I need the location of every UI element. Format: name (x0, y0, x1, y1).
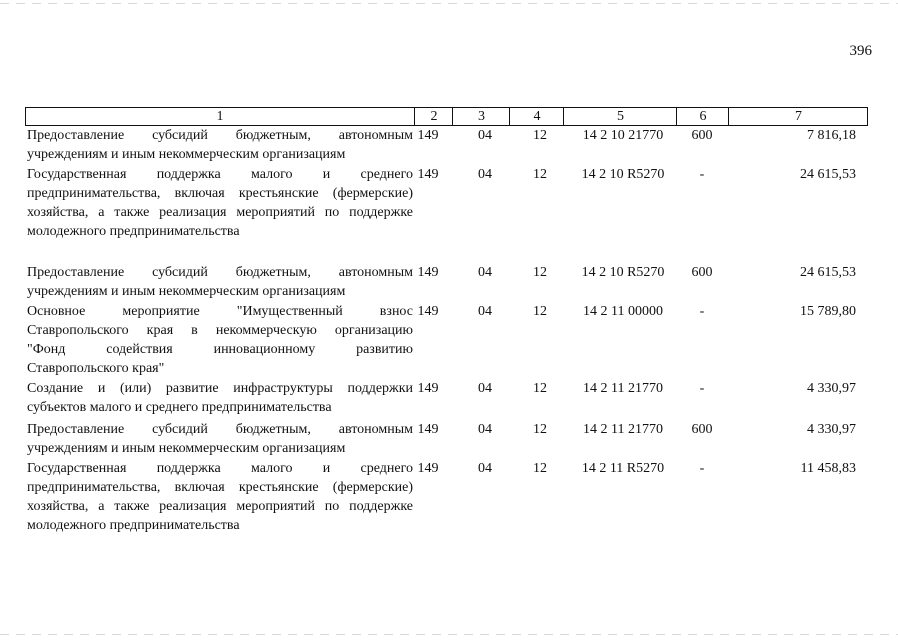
cell-csr: 14 2 10 21770 (582, 128, 664, 143)
cell-gr: 149 (417, 381, 439, 396)
cell-pr: 12 (533, 422, 547, 437)
cell-sum: 15 789,80 (800, 304, 856, 319)
cell-csr: 14 2 10 R5270 (581, 167, 665, 182)
cell-rz: 04 (478, 265, 492, 280)
row-name (27, 165, 413, 241)
cell-csr: 14 2 10 R5270 (581, 265, 665, 280)
row-name-line: предпринимательства, включая крестьянские (фермерские) (27, 480, 413, 495)
row-name (27, 302, 413, 378)
cell-gr: 149 (417, 167, 439, 182)
cell-sum: 4 330,97 (807, 381, 856, 396)
header-col-1: 1 (216, 109, 224, 124)
row-name-line: Предоставление субсидий бюджетным, автономным (27, 128, 413, 143)
cell-vr: - (699, 304, 705, 319)
row-name-line: Создание и (или) развитие инфраструктуры поддержки (27, 381, 413, 396)
cell-gr: 149 (417, 265, 439, 280)
row-name (27, 126, 413, 164)
cell-rz: 04 (478, 128, 492, 143)
header-col-6: 6 (676, 108, 729, 125)
cell-pr: 12 (533, 304, 547, 319)
cell-sum: 4 330,97 (807, 422, 856, 437)
row-name (27, 420, 413, 458)
cell-csr: 14 2 11 R5270 (581, 461, 665, 476)
cell-rz: 04 (478, 304, 492, 319)
cell-gr: 149 (417, 461, 439, 476)
cell-vr: - (699, 461, 705, 476)
row-name-line: Государственная поддержка малого и среднего (27, 461, 413, 476)
row-name-line: предпринимательства, включая крестьянские (фермерские) (27, 186, 413, 201)
cell-gr: 149 (417, 128, 439, 143)
row-name-line: Ставропольского края" (27, 361, 165, 376)
row-name-line: Ставропольского края в некоммерческую организацию (27, 323, 413, 338)
scan-artifact-top (0, 3, 898, 4)
row-name-line: молодежного предпринимательства (27, 224, 240, 239)
cell-vr: - (699, 381, 705, 396)
cell-csr: 14 2 11 21770 (583, 422, 663, 437)
row-name-line: молодежного предпринимательства (27, 518, 240, 533)
cell-csr: 14 2 11 21770 (583, 381, 663, 396)
scan-artifact-bottom (0, 634, 898, 635)
row-name-line: субъектов малого и среднего предпринимательства (27, 400, 332, 415)
row-name-line: учреждениям и иным некоммерческим организациям (27, 147, 346, 162)
row-name-line: хозяйства, а также реализация мероприятий по поддержке (27, 499, 413, 514)
cell-sum: 24 615,53 (800, 265, 856, 280)
cell-rz: 04 (478, 422, 492, 437)
cell-vr: - (699, 167, 705, 182)
cell-pr: 12 (533, 381, 547, 396)
cell-gr: 149 (417, 304, 439, 319)
row-name-line: учреждениям и иным некоммерческим организациям (27, 284, 346, 299)
cell-vr: 600 (691, 128, 713, 143)
row-name-line: Предоставление субсидий бюджетным, автономным (27, 265, 413, 280)
header-col-4: 4 (509, 108, 564, 125)
cell-sum: 7 816,18 (807, 128, 856, 143)
cell-gr: 149 (417, 422, 439, 437)
page-number: 396 (849, 43, 872, 59)
header-col-5: 5 (563, 108, 677, 125)
header-col-3: 3 (452, 108, 510, 125)
cell-pr: 12 (533, 128, 547, 143)
row-name-line: Основное мероприятие "Имущественный взнос (27, 304, 413, 319)
cell-rz: 04 (478, 381, 492, 396)
row-name-line: учреждениям и иным некоммерческим организациям (27, 441, 346, 456)
row-name (27, 263, 413, 301)
header-col-2: 2 (414, 108, 453, 125)
header-col-7: 7 (728, 108, 868, 125)
row-name-line: хозяйства, а также реализация мероприятий по поддержке (27, 205, 413, 220)
cell-pr: 12 (533, 265, 547, 280)
cell-pr: 12 (533, 461, 547, 476)
cell-vr: 600 (691, 422, 713, 437)
cell-rz: 04 (478, 461, 492, 476)
row-name (27, 379, 413, 417)
cell-sum: 11 458,83 (800, 461, 856, 476)
cell-vr: 600 (691, 265, 713, 280)
table-header-row (25, 107, 868, 126)
cell-rz: 04 (478, 167, 492, 182)
row-name-line: "Фонд содействия инновационному развитию (27, 342, 413, 357)
cell-sum: 24 615,53 (800, 167, 856, 182)
row-name-line: Государственная поддержка малого и среднего (27, 167, 413, 182)
cell-pr: 12 (533, 167, 547, 182)
row-name (27, 459, 413, 535)
row-name-line: Предоставление субсидий бюджетным, автономным (27, 422, 413, 437)
cell-csr: 14 2 11 00000 (583, 304, 663, 319)
